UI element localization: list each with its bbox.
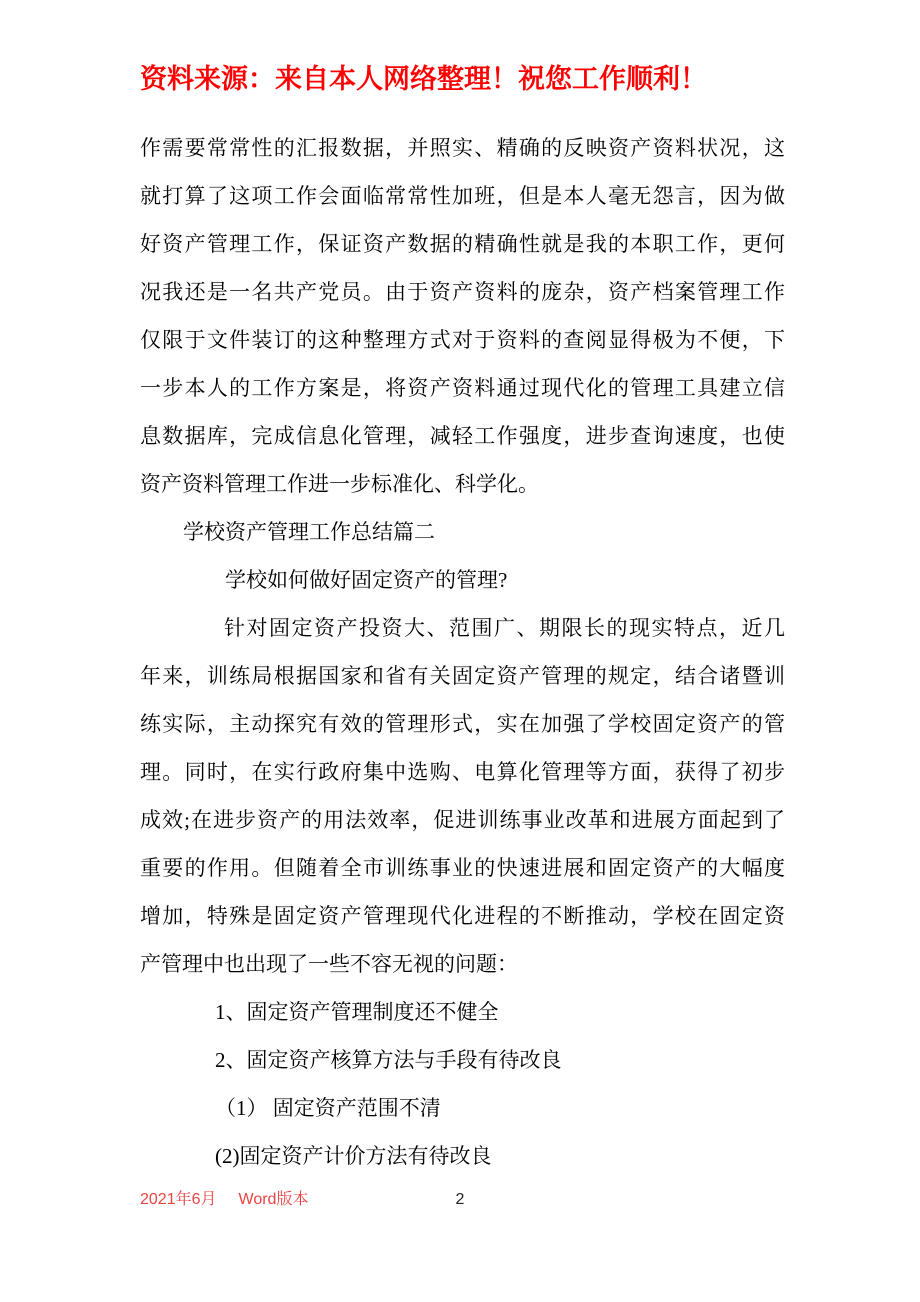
document-line: 重要的作用。但随着全市训练事业的快速进展和固定资产的大幅度	[140, 856, 785, 880]
document-line: 1、固定资产管理制度还不健全	[215, 1000, 499, 1024]
footer-date: 2021年6月	[140, 1191, 217, 1208]
document-line: 产管理中也出现了一些不容无视的问题：	[140, 952, 518, 976]
document-footer	[0, 1188, 920, 1212]
document-line: 年来，训练局根据国家和省有关固定资产管理的规定，结合诸暨训	[140, 664, 785, 688]
document-line: 就打算了这项工作会面临常常性加班，但是本人毫无怨言，因为做	[140, 184, 785, 208]
document-line: 学校如何做好固定资产的管理?	[225, 568, 508, 592]
document-header-note: 资料来源：来自本人网络整理！祝您工作顺利！	[140, 64, 707, 94]
document-line: 仅限于文件装订的这种整理方式对于资料的查阅显得极为不便，下	[140, 328, 785, 352]
page-number: 2	[455, 1191, 465, 1208]
document-line: 2、固定资产核算方法与手段有待改良	[215, 1048, 562, 1072]
document-line: 一步本人的工作方案是，将资产资料通过现代化的管理工具建立信	[140, 376, 785, 400]
document-line: (2)固定资产计价方法有待改良	[215, 1144, 492, 1168]
document-line: 理。同时，在实行政府集中选购、电算化管理等方面，获得了初步	[140, 760, 785, 784]
document-line: 资产资料管理工作进一步标准化、科学化。	[140, 472, 539, 496]
footer-version-label: Word版本	[238, 1191, 309, 1208]
document-line: （1） 固定资产范围不清	[215, 1096, 441, 1120]
document-line: 增加，特殊是固定资产管理现代化进程的不断推动，学校在固定资	[140, 904, 785, 928]
document-line: 学校资产管理工作总结篇二	[183, 520, 435, 544]
document-body	[140, 124, 785, 1180]
document-line: 针对固定资产投资大、范围广、期限长的现实特点，近几	[224, 616, 785, 640]
document-line: 练实际，主动探究有效的管理形式，实在加强了学校固定资产的管	[140, 712, 785, 736]
document-line: 况我还是一名共产党员。由于资产资料的庞杂，资产档案管理工作	[140, 280, 785, 304]
document-line: 好资产管理工作，保证资产数据的精确性就是我的本职工作，更何	[140, 232, 785, 256]
document-line: 作需要常常性的汇报数据，并照实、精确的反映资产资料状况，这	[140, 136, 785, 160]
document-line: 成效;在进步资产的用法效率，促进训练事业改革和进展方面起到了	[140, 808, 785, 832]
document-line: 息数据库，完成信息化管理，减轻工作强度，进步查询速度，也使	[140, 424, 785, 448]
